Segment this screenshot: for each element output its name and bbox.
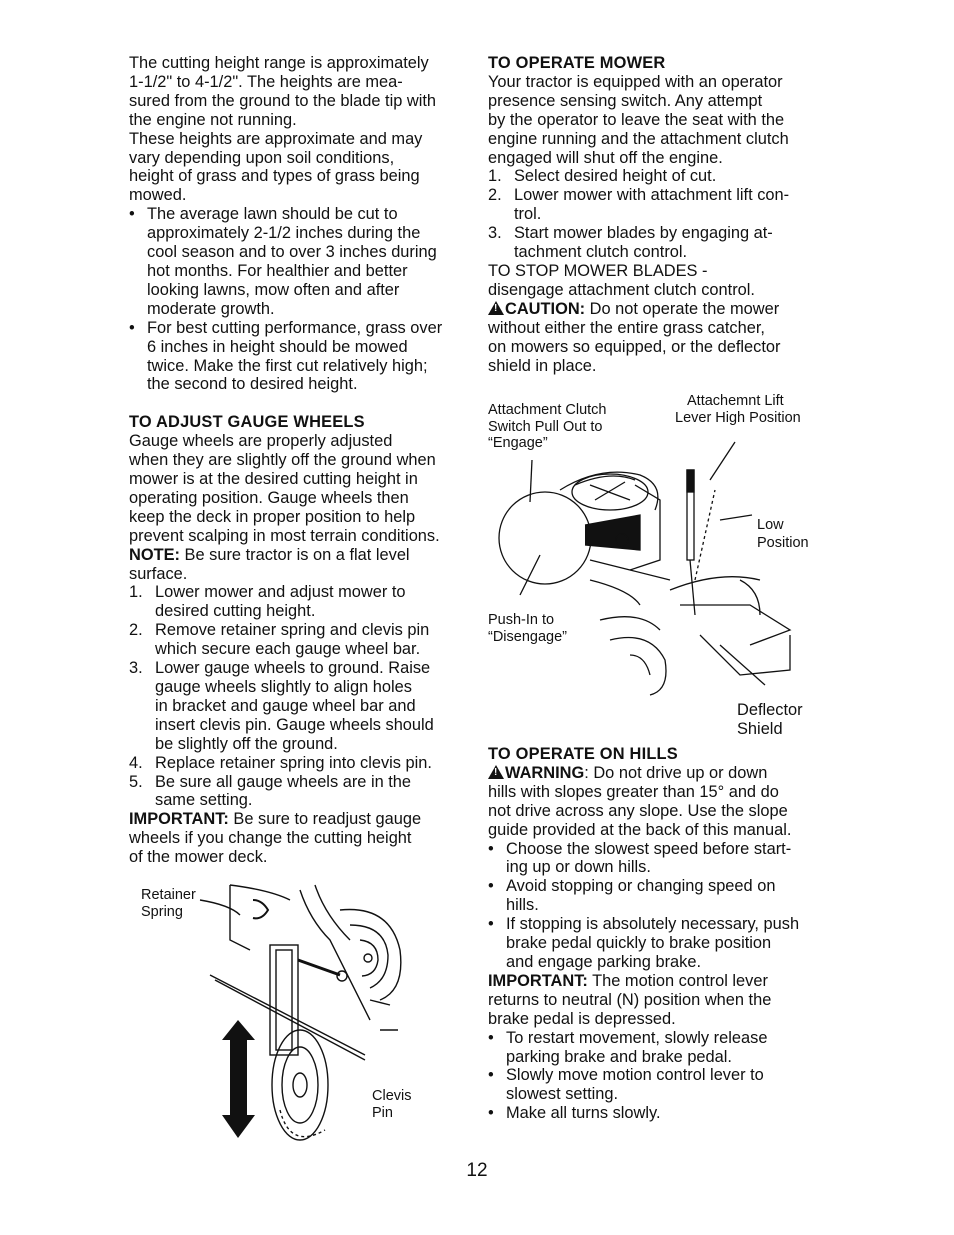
- bullet-item: • Avoid stopping or changing speed on hills.: [488, 877, 776, 915]
- bullet-item: • If stopping is absolutely necessary, push brake pedal quickly to brake position and engage parking brake.: [488, 915, 800, 971]
- caution-note: !CAUTION: Do not operate the mower: [488, 300, 833, 319]
- height-note-paragraph: These heights are approximate and may vary depending upon soil conditions, height of grass and types of grass being mowed.: [129, 129, 423, 205]
- clutch-switch-label: Attachment Clutch Switch Pull Out to “Engage”: [488, 402, 607, 451]
- intro-paragraph: The cutting height range is approximately 1-1/2" to 4-1/2". The heights are mea- sured from the ground to the blade tip with the engine not running.: [129, 54, 437, 129]
- gauge-wheels-heading: TO ADJUST GAUGE WHEELS: [129, 413, 365, 432]
- warning-note: !WARNING: Do not drive up or down: [488, 764, 833, 783]
- bullet-item: • Choose the slowest speed before start- ing up or down hills.: [488, 839, 792, 877]
- step-item: 5. Be sure all gauge wheels are in the same setting.: [129, 772, 412, 810]
- step-item: 4. Replace retainer spring into clevis pin.: [129, 753, 432, 772]
- bullet-item: • Slowly move motion control lever to slowest setting.: [488, 1066, 764, 1104]
- right-column: TO OPERATE MOWER Your tractor is equipped with an operator presence sensing switch. Any attempt by the operator to leave the seat with the engine running and the attachment clutch engaged will shut off the engine. 1. Select desired height of cut. 2. Lower mower with attachment lift con- trol. 3. Start mower blades by engaging at- tachment clutch control. TO STOP MOWER BLADES - disengage attachment clutch control. !CAUTION: Do not operate the mower without either the entire grass catcher, on mowers so equipped, or the deflector shield in place.: [488, 54, 833, 375]
- push-in-label: Push-In to “Disengage”: [488, 612, 567, 645]
- bullet-item: • For best cutting performance, grass over 6 inches in height should be mowed twice. Make the first cut relatively high; the second to desired height.: [129, 318, 443, 394]
- low-position-label: Low Position: [757, 517, 809, 551]
- important-note: IMPORTANT: Be sure to readjust gauge: [129, 810, 422, 829]
- step-item: 2. Remove retainer spring and clevis pin which secure each gauge wheel bar.: [129, 621, 430, 659]
- note-line: NOTE: Be sure tractor is on a flat level: [129, 545, 410, 564]
- tractor-controls-illustration: [490, 430, 820, 700]
- operate-on-hills-heading: TO OPERATE ON HILLS: [488, 745, 678, 763]
- step-item: 2. Lower mower with attachment lift con- trol.: [488, 186, 790, 224]
- gauge-wheels-paragraph: Gauge wheels are properly adjusted when they are slightly off the ground when mower is at the desired cutting height in operating position. Gauge wheels then keep the deck in proper position to help prevent scalping in most terrain conditions.: [129, 432, 440, 545]
- gauge-wheel-illustration: [190, 880, 420, 1145]
- step-item: 1. Select desired height of cut.: [488, 167, 717, 186]
- left-column: The cutting height range is approximately 1-1/2" to 4-1/2". The heights are mea- sured from the ground to the blade tip with the engine not running. These heights are approximate and may vary depending upon soil conditions, height of grass and types of grass being mowed. • The average lawn should be cut to approximately 2-1/2 inches during the cool season and to over 3 inches during hot months. For healthier and better looking lawns, mow often and after moderate growth. • For best cutting performance, grass over 6 inches in height should be mowed twice. Make the first cut relatively high; the second to desired height. TO ADJUST GAUGE WHEELS Gauge wheels are properly adjusted when they are slightly off the ground when mower is at the desired cutting height in operating position. Gauge wheels then keep the deck in proper position to help prevent scalping in most terrain conditions. NOTE: Be sure tractor is on a flat level surface. 1. Lower mower and adjust mower to desired cutting height. 2. Remove retainer spring and clevis pin which secure each gauge wheel bar. 3. Lower gauge wheels to ground. Raise gauge wheels slightly to align holes in bracket and gauge wheel bar and insert clevis pin. Gauge wheels should be slightly off the ground. 4. Replace retainer spring into clevis pin. 5. Be sure all gauge wheels are in the same setting. IMPORTANT: Be sure to readjust gauge wheels if you change the cutting height of the mower deck.: [129, 54, 474, 867]
- bullet-item: • Make all turns slowly.: [488, 1104, 661, 1123]
- step-item: 1. Lower mower and adjust mower to desired cutting height.: [129, 583, 406, 621]
- important-note: IMPORTANT: The motion control lever: [488, 971, 768, 990]
- hills-section: TO OPERATE ON HILLS !WARNING: Do not drive up or down hills with slopes greater than 15° and do not drive across any slope. Use the slope guide provided at the back of this manual. • Choose the slowest speed before start- ing up or down hills. • Avoid stopping or changing speed on hills. • If stopping is absolutely necessary, push brake pedal quickly to brake position and engage parking brake. IMPORTANT: The motion control lever returns to neutral (N) position when the brake pedal is depressed. • To restart movement, slowly release parking brake and brake pedal. • Slowly move motion control lever to slowest setting. • Make all turns slowly.: [488, 745, 833, 1123]
- bullet-item: • To restart movement, slowly release parking brake and brake pedal.: [488, 1028, 768, 1066]
- page-number: 12: [466, 1160, 488, 1181]
- bullet-item: • The average lawn should be cut to approximately 2-1/2 inches during the cool season and to over 3 inches during hot months. For healthier and better looking lawns, mow often and after moderate growth.: [129, 205, 437, 318]
- step-item: 3. Lower gauge wheels to ground. Raise gauge wheels slightly to align holes in bracket and gauge wheel bar and insert clevis pin. Gauge wheels should be slightly off the ground.: [129, 659, 434, 753]
- lift-lever-label: Attachemnt Lift Lever High Position: [675, 393, 801, 426]
- operate-mower-paragraph: Your tractor is equipped with an operator presence sensing switch. Any attempt by the operator to leave the seat with the engine running and the attachment clutch engaged will shut off the engine.: [488, 72, 789, 167]
- warning-triangle-icon: [488, 765, 504, 779]
- operate-mower-heading: TO OPERATE MOWER: [488, 54, 666, 72]
- retainer-spring-label: Retainer Spring: [141, 887, 196, 920]
- step-item: 3. Start mower blades by engaging at- tachment clutch control.: [488, 224, 773, 262]
- caution-triangle-icon: [488, 301, 504, 315]
- stop-blades-line: TO STOP MOWER BLADES -: [488, 261, 708, 280]
- clevis-pin-label: Clevis Pin: [372, 1088, 412, 1121]
- deflector-shield-label: Deflector Shield: [737, 701, 803, 738]
